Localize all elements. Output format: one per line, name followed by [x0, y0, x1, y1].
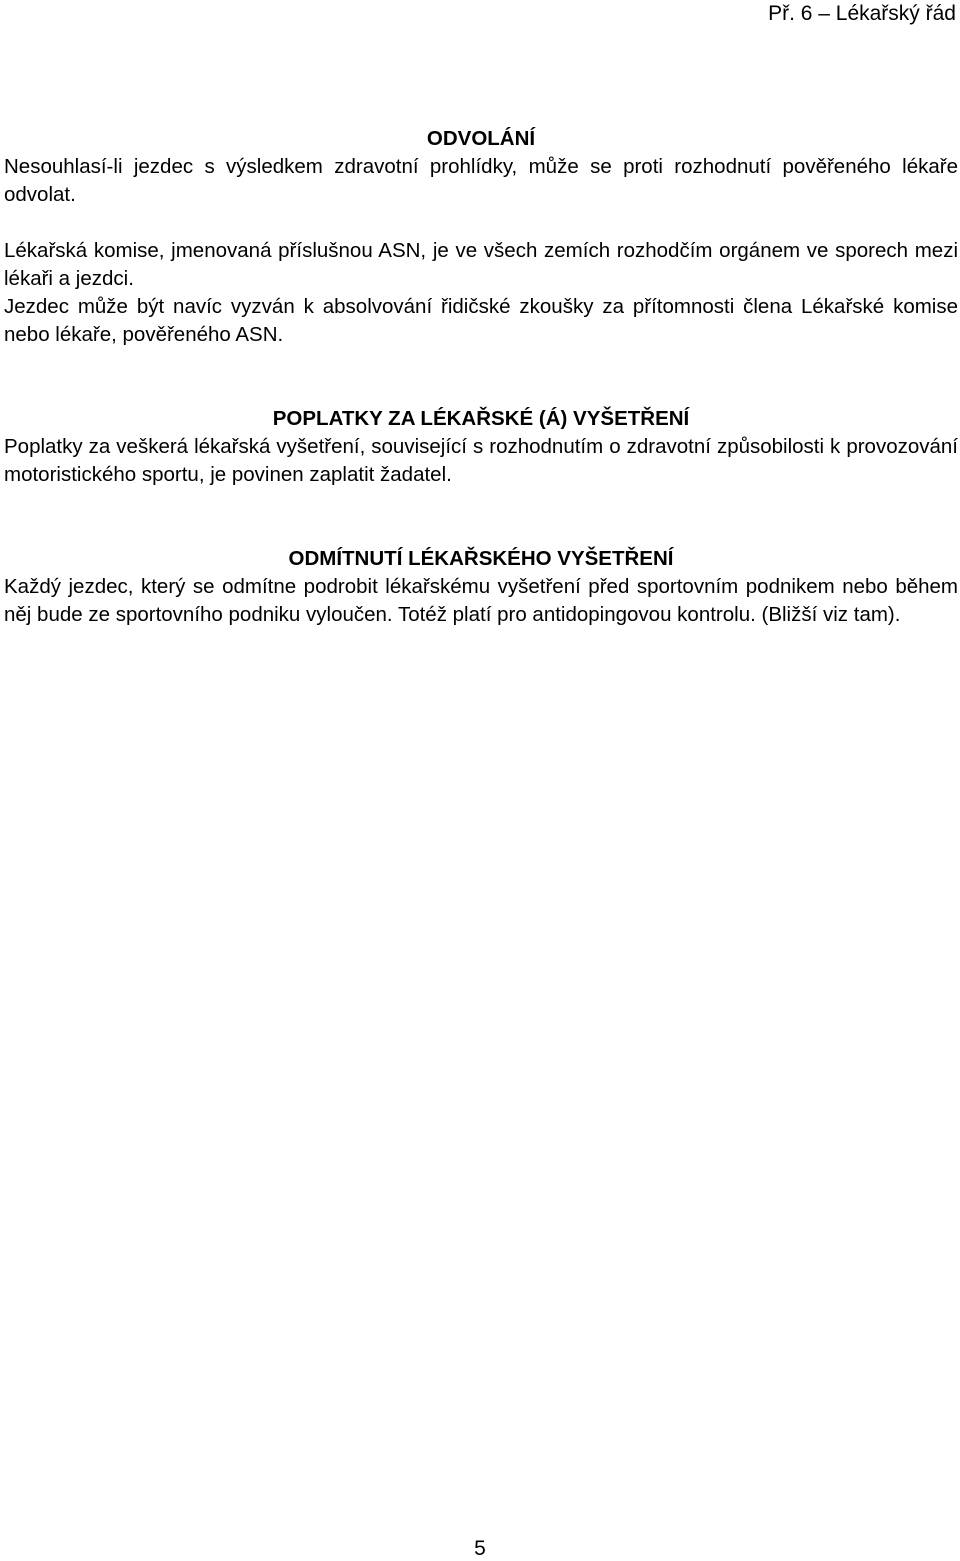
section-odvolani — [4, 125, 958, 349]
paragraph: Jezdec může být navíc vyzván k absolvování řidičské zkoušky za přítomnosti člena Lékařské komise nebo lékaře, pověřeného ASN. — [4, 295, 958, 346]
running-header: Př. 6 – Lékařský řád — [768, 2, 956, 25]
paragraph: Poplatky za veškerá lékařská vyšetření, související s rozhodnutím o zdravotní způsobilosti k provozování motoristického sportu, je povinen zaplatit žadatel. — [4, 435, 958, 486]
section-heading: ODMÍTNUTÍ LÉKAŘSKÉHO VYŠETŘENÍ — [288, 547, 674, 570]
section-heading: ODVOLÁNÍ — [426, 127, 536, 150]
page-number: 5 — [474, 1537, 486, 1560]
spacer — [4, 489, 958, 545]
paragraph: Každý jezdec, který se odmítne podrobit lékařskému vyšetření před sportovním podnikem nebo během něj bude ze sportovního podniku vyloučen. Totéž platí pro antidopingovou kontrolu. (Bližší viz tam). — [4, 575, 958, 626]
paragraph: Nesouhlasí-li jezdec s výsledkem zdravotní prohlídky, může se proti rozhodnutí pověřeného lékaře odvolat. — [4, 155, 958, 206]
document-body — [4, 125, 958, 629]
section-poplatky — [4, 405, 958, 489]
spacer — [4, 209, 958, 237]
spacer — [4, 349, 958, 405]
section-odmitnuti — [4, 545, 958, 629]
paragraph: Lékařská komise, jmenovaná příslušnou ASN, je ve všech zemích rozhodčím orgánem ve sporech mezi lékaři a jezdci. — [4, 239, 958, 290]
section-heading: POPLATKY ZA LÉKAŘSKÉ (Á) VYŠETŘENÍ — [272, 407, 690, 430]
